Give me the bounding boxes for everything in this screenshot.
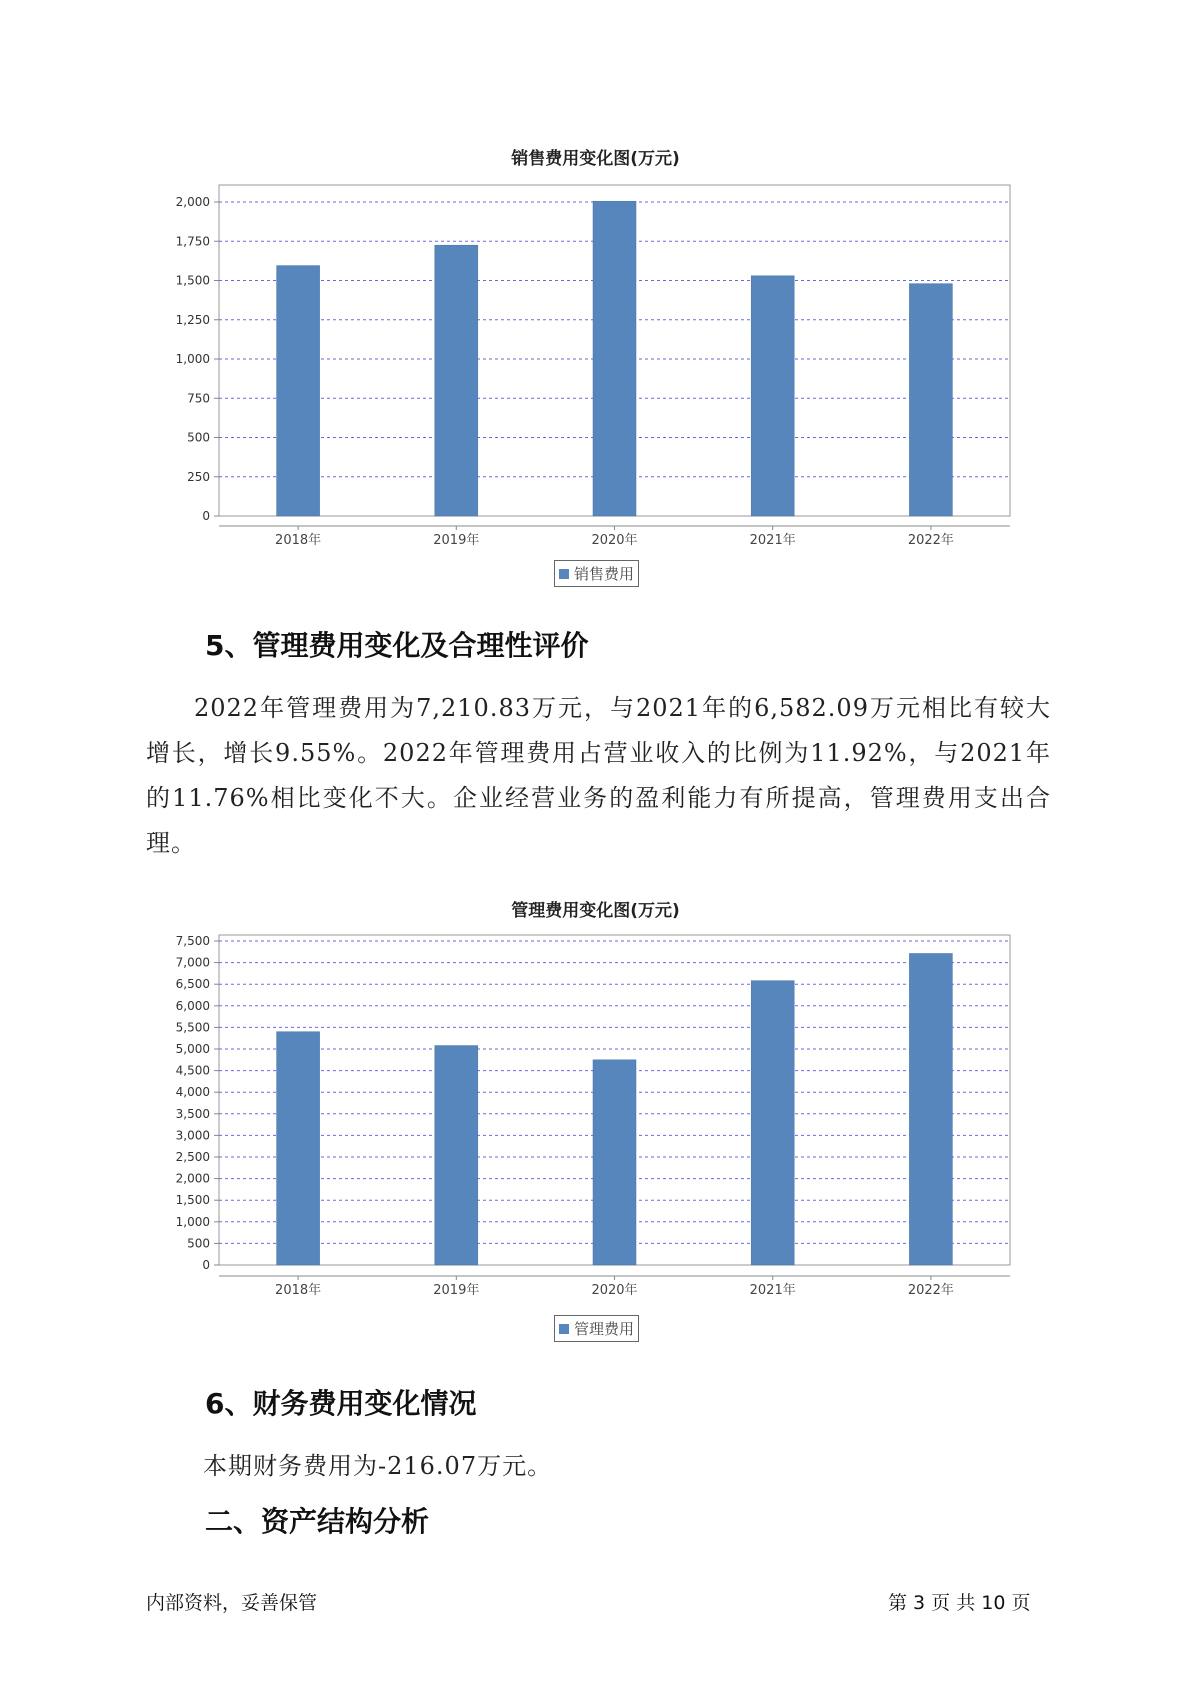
x-tick-label: 2022年 — [907, 533, 954, 548]
sales-expense-chart — [0, 180, 1191, 550]
y-tick-label: 250 — [187, 469, 210, 484]
admin-chart-title: 管理费用变化图(万元) — [511, 901, 680, 921]
section-6-text: 本期财务费用为-216.07万元。 — [203, 1452, 553, 1480]
x-tick-label: 2018年 — [275, 533, 322, 548]
x-tick-label: 2019年 — [433, 533, 480, 548]
x-tick-label: 2022年 — [907, 1283, 954, 1298]
section-two-heading: 二、资产结构分析 — [205, 1505, 430, 1538]
x-tick-label: 2020年 — [591, 1283, 638, 1298]
bar — [435, 1046, 478, 1265]
y-tick-label: 7,500 — [175, 934, 210, 948]
y-tick-label: 7,000 — [175, 955, 210, 970]
y-tick-label: 6,000 — [175, 998, 210, 1013]
bar — [909, 284, 952, 516]
bar — [909, 953, 952, 1265]
legend-swatch — [559, 569, 569, 579]
x-tick-label: 2021年 — [749, 533, 796, 548]
y-tick-label: 3,500 — [175, 1106, 210, 1121]
bar — [593, 201, 636, 516]
section-6-heading: 6、财务费用变化情况 — [205, 1387, 477, 1420]
bar — [593, 1060, 636, 1265]
y-tick-label: 2,000 — [175, 1171, 210, 1186]
bar — [435, 245, 478, 516]
y-tick-label: 500 — [187, 430, 210, 445]
y-tick-label: 0 — [202, 509, 210, 523]
y-tick-label: 5,500 — [175, 1020, 210, 1035]
y-tick-label: 1,000 — [175, 1214, 210, 1229]
x-tick-label: 2019年 — [433, 1283, 480, 1298]
y-tick-label: 0 — [202, 1258, 210, 1272]
y-tick-label: 1,000 — [175, 352, 210, 366]
y-tick-label: 4,000 — [175, 1085, 210, 1100]
section-5-heading: 5、管理费用变化及合理性评价 — [205, 629, 589, 662]
y-tick-label: 4,500 — [175, 1063, 210, 1078]
legend-swatch — [559, 1324, 569, 1334]
y-tick-label: 500 — [187, 1236, 210, 1251]
sales-chart-title: 销售费用变化图(万元) — [511, 149, 680, 169]
legend-label: 管理费用 — [574, 1320, 635, 1338]
admin-chart-legend — [554, 1315, 639, 1342]
y-tick-label: 1,500 — [175, 273, 210, 288]
x-tick-label: 2018年 — [275, 1283, 322, 1298]
y-tick-label: 2,500 — [175, 1150, 210, 1164]
y-tick-label: 6,500 — [175, 977, 210, 992]
x-tick-label: 2020年 — [591, 533, 638, 548]
footer-confidential-note: 内部资料，妥善保管 — [146, 1592, 318, 1614]
legend-label: 销售费用 — [574, 565, 635, 583]
footer-page-number: 第 3 页 共 10 页 — [888, 1592, 1031, 1614]
y-tick-label: 5,000 — [175, 1042, 210, 1056]
y-tick-label: 1,250 — [175, 312, 210, 327]
bar — [751, 276, 794, 516]
section-5-paragraph: 2022年管理费用为7,210.83万元，与2021年的6,582.09万元相比有较大增长，增长9.55%。2022年管理费用占营业收入的比例为11.92%，与2021年的11.76%相比变化不大。企业经营业务的盈利能力有所提高，管理费用支出合理。 — [146, 694, 1051, 857]
y-tick-label: 3,000 — [175, 1128, 210, 1143]
sales-chart-legend — [554, 560, 639, 587]
bar — [277, 266, 320, 516]
x-tick-label: 2021年 — [749, 1283, 796, 1298]
y-tick-label: 2,000 — [175, 195, 210, 209]
bar — [751, 981, 794, 1265]
y-tick-label: 1,500 — [175, 1193, 210, 1208]
y-tick-label: 750 — [187, 391, 210, 406]
admin-expense-chart — [0, 930, 1191, 1300]
y-tick-label: 1,750 — [175, 234, 210, 249]
bar — [277, 1032, 320, 1265]
